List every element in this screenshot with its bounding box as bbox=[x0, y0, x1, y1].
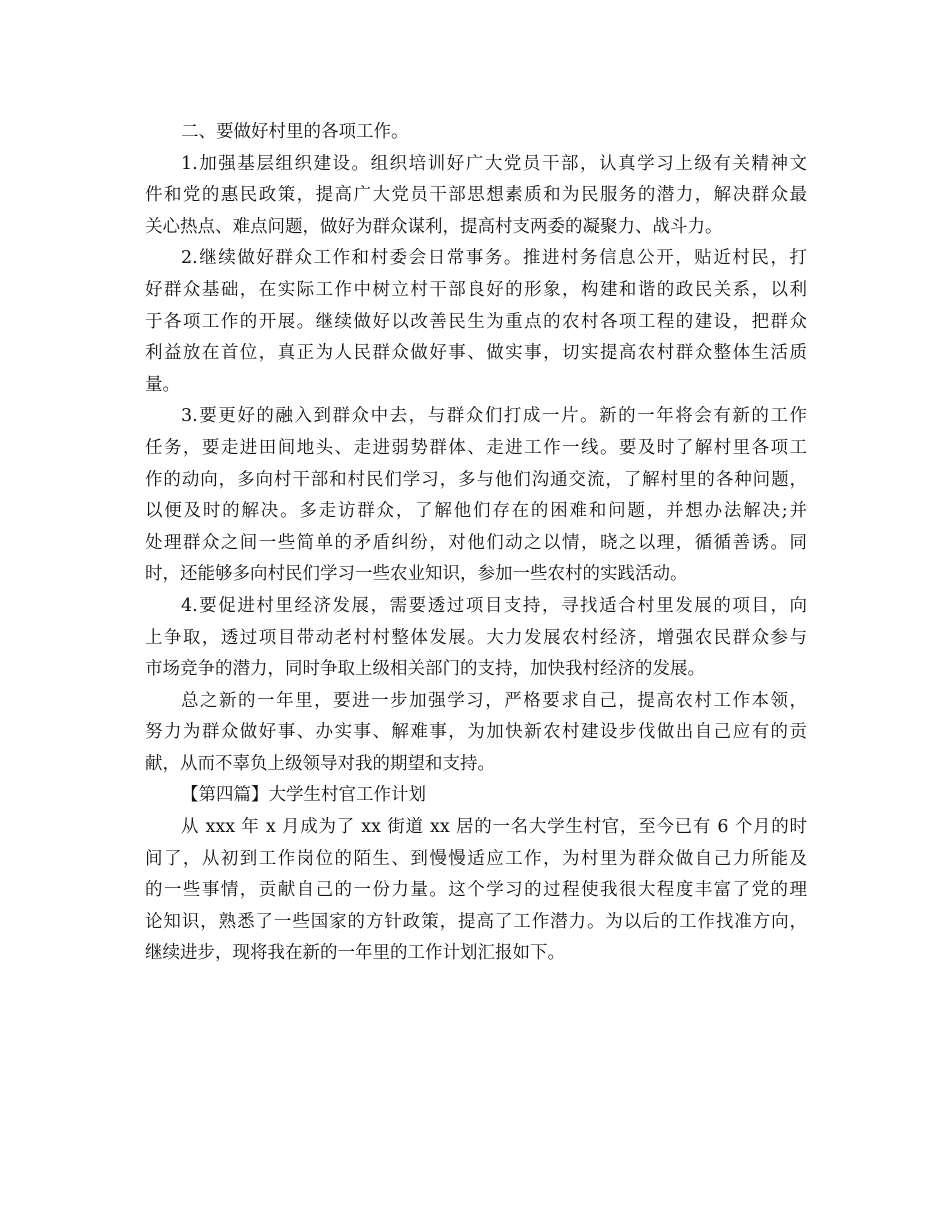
text-line: 4.要促进村里经济发展，需要透过项目支持，寻找适合村里发展的项目，向 bbox=[181, 595, 807, 616]
text-line: 继续进步，现将我在新的一年里的工作计划汇报如下。 bbox=[145, 943, 565, 964]
text-line: 努力为群众做好事、办实事、解难事，为加快新农村建设步伐做出自己应有的贡 bbox=[145, 722, 807, 743]
text-line: 献，从而不辜负上级领导对我的期望和支持。 bbox=[145, 753, 495, 774]
text-line: 于各项工作的开展。继续做好以改善民生为重点的农村各项工程的建设，把群众 bbox=[145, 311, 807, 332]
text-line: 1.加强基层组织建设。组织培训好广大党员干部，认真学习上级有关精神文 bbox=[181, 153, 807, 174]
text-line: 2.继续做好群众工作和村委会日常事务。推进村务信息公开，贴近村民，打 bbox=[181, 248, 807, 269]
text-line: 好群众基础，在实际工作中树立村干部良好的形象，构建和谐的政民关系，以利 bbox=[145, 279, 807, 300]
text-line: 论知识，熟悉了一些国家的方针政策，提高了工作潜力。为以后的工作找准方向， bbox=[145, 911, 807, 932]
text-line: 利益放在首位，真正为人民群众做好事、做实事，切实提高农村群众整体生活质 bbox=[145, 343, 807, 364]
text-line: 关心热点、难点问题，做好为群众谋利，提高村支两委的凝聚力、战斗力。 bbox=[145, 216, 723, 237]
text-line: 从 xxx 年 x 月成为了 xx 街道 xx 居的一名大学生村官，至今已有 6 个月的时 bbox=[181, 817, 807, 838]
document-body bbox=[145, 117, 807, 970]
text-line: 3.要更好的融入到群众中去，与群众们打成一片。新的一年将会有新的工作 bbox=[181, 406, 807, 427]
text-line: 时，还能够多向村民们学习一些农业知识，参加一些农村的实践活动。 bbox=[145, 564, 688, 585]
text-line: 任务，要走进田间地头、走进弱势群体、走进工作一线。要及时了解村里各项工 bbox=[145, 437, 807, 458]
text-line: 作的动向，多向村干部和村民们学习，多与他们沟通交流，了解村里的各种问题， bbox=[145, 469, 807, 490]
text-line: 处理群众之间一些简单的矛盾纠纷，对他们动之以情，晓之以理，循循善诱。同 bbox=[145, 532, 807, 553]
text-line: 二、要做好村里的各项工作。 bbox=[181, 122, 409, 142]
text-line: 上争取，透过项目带动老村村整体发展。大力发展农村经济，增强农民群众参与 bbox=[145, 627, 807, 648]
text-line: 市场竞争的潜力，同时争取上级相关部门的支持，加快我村经济的发展。 bbox=[145, 659, 705, 680]
text-line: 间了，从初到工作岗位的陌生、到慢慢适应工作，为村里为群众做自己力所能及 bbox=[145, 848, 807, 869]
text-line: 总之新的一年里，要进一步加强学习，严格要求自己，提高农村工作本领， bbox=[181, 690, 807, 711]
text-line: 的一些事情，贡献自己的一份力量。这个学习的过程使我很大程度丰富了党的理 bbox=[145, 880, 807, 901]
text-line: 以便及时的解决。多走访群众，了解他们存在的困难和问题，并想办法解决;并 bbox=[145, 501, 807, 522]
text-line: 件和党的惠民政策，提高广大党员干部思想素质和为民服务的潜力，解决群众最 bbox=[145, 185, 807, 206]
text-line: 量。 bbox=[145, 374, 180, 395]
text-line: 【第四篇】大学生村官工作计划 bbox=[181, 785, 426, 806]
